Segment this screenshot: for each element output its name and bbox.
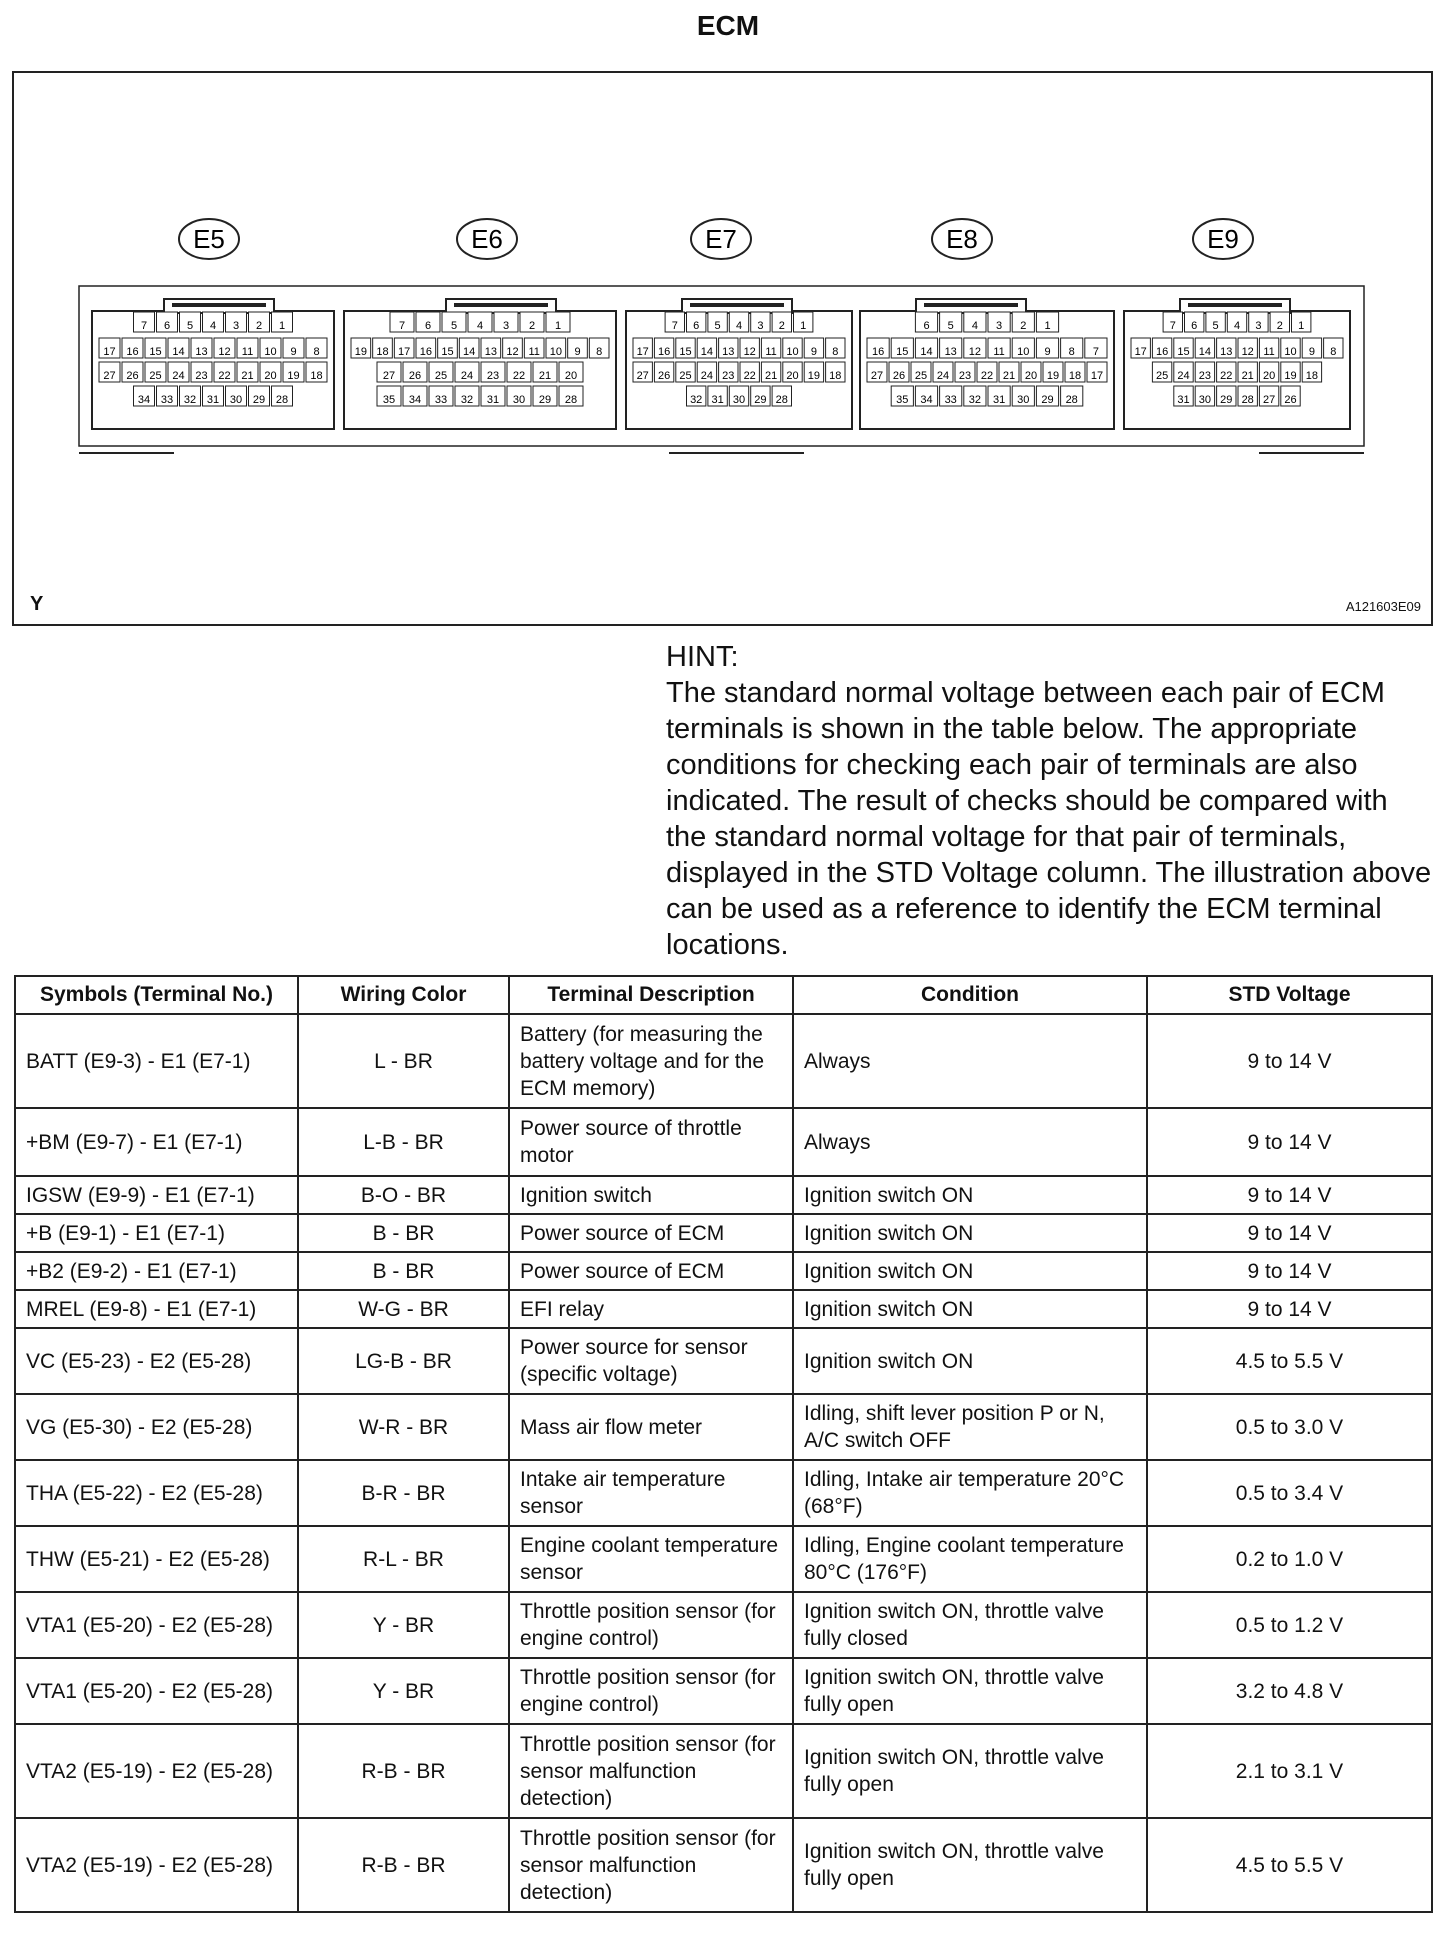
terminal-number: 18	[1305, 370, 1319, 382]
wiring-color-cell: W-R - BR	[298, 1394, 509, 1460]
terminal-symbols-cell: +BM (E9-7) - E1 (E7-1)	[15, 1108, 298, 1176]
column-header: Condition	[793, 976, 1147, 1014]
std-voltage-cell: 9 to 14 V	[1147, 1176, 1432, 1214]
std-voltage-cell: 9 to 14 V	[1147, 1290, 1432, 1328]
terminal-number: 16	[871, 346, 885, 358]
wiring-color-cell: Y - BR	[298, 1592, 509, 1658]
terminal-description-cell: Power source of throttle motor	[509, 1108, 793, 1176]
std-voltage-cell: 0.5 to 3.4 V	[1147, 1460, 1432, 1526]
terminal-description-cell: Power source for sensor (specific voltage)	[509, 1328, 793, 1394]
terminal-number: 23	[722, 370, 735, 382]
terminal-number: 26	[408, 370, 422, 382]
terminal-number: 18	[829, 370, 842, 382]
terminal-symbols-cell: VG (E5-30) - E2 (E5-28)	[15, 1394, 298, 1460]
terminal-number: 26	[1284, 394, 1297, 406]
terminal-number: 19	[354, 346, 367, 358]
terminal-number: 15	[441, 346, 454, 358]
terminal-symbols-cell: THW (E5-21) - E2 (E5-28)	[15, 1526, 298, 1592]
table-row	[15, 1214, 1432, 1252]
terminal-number: 26	[892, 370, 906, 382]
terminal-number: 4	[209, 320, 217, 332]
std-voltage-cell: 4.5 to 5.5 V	[1147, 1818, 1432, 1912]
terminal-number: 12	[743, 346, 756, 358]
terminal-symbols-cell: +B2 (E9-2) - E1 (E7-1)	[15, 1252, 298, 1290]
table-row	[15, 1724, 1432, 1818]
terminal-number: 28	[564, 394, 578, 406]
terminal-number: 19	[1046, 370, 1060, 382]
std-voltage-cell: 9 to 14 V	[1147, 1014, 1432, 1108]
wiring-color-cell: B-O - BR	[298, 1176, 509, 1214]
terminal-number: 3	[232, 320, 240, 332]
terminal-number: 4	[476, 320, 484, 332]
hint-text: The standard normal voltage between each pair of ECM terminals is shown in the table below. The appropriate conditions for checking each pair of terminals are also indicated. The result of checks should be compared with the standard normal voltage for that pair of terminals, displayed in the STD Voltage column. The illustration above can be used as a reference to identify the ECM terminal locations.	[666, 677, 1432, 961]
std-voltage-cell: 2.1 to 3.1 V	[1147, 1724, 1432, 1818]
terminal-number: 2	[1020, 320, 1027, 332]
terminal-number: 3	[996, 320, 1003, 332]
terminal-number: 2	[778, 320, 785, 332]
std-voltage-cell: 9 to 14 V	[1147, 1252, 1432, 1290]
page-title: ECM	[696, 10, 760, 41]
terminal-number: 22	[980, 370, 994, 382]
terminal-number: 10	[264, 346, 277, 358]
condition-cell: Idling, shift lever position P or N, A/C switch OFF	[793, 1394, 1147, 1460]
figure-corner-label: Y	[30, 593, 44, 615]
table-body	[15, 1014, 1432, 1912]
terminal-number: 4	[971, 320, 978, 332]
terminal-symbols-cell: VTA1 (E5-20) - E2 (E5-28)	[15, 1658, 298, 1724]
hint-block	[666, 639, 1432, 963]
terminal-number: 30	[229, 394, 243, 406]
column-header: Terminal Description	[509, 976, 793, 1014]
terminal-number: 1	[800, 320, 807, 332]
std-voltage-cell: 3.2 to 4.8 V	[1147, 1658, 1432, 1724]
terminal-number: 12	[218, 346, 231, 358]
terminal-number: 21	[538, 370, 552, 382]
terminal-number: 22	[218, 370, 231, 382]
terminal-description-cell: Battery (for measuring the battery voltage and for the ECM memory)	[509, 1014, 793, 1108]
terminal-number: 15	[149, 346, 162, 358]
terminal-number: 4	[735, 320, 743, 332]
terminal-number: 11	[241, 346, 254, 358]
terminal-number: 5	[450, 320, 458, 332]
terminal-number: 25	[149, 370, 162, 382]
condition-cell: Ignition switch ON	[793, 1252, 1147, 1290]
terminal-number: 1	[1044, 320, 1051, 332]
terminal-number: 11	[765, 346, 777, 358]
terminal-number: 10	[786, 346, 799, 358]
terminal-number: 31	[992, 394, 1006, 406]
connector-latch-bar	[1188, 303, 1282, 307]
connector-label: E5	[193, 224, 225, 254]
terminal-number: 21	[764, 370, 778, 382]
terminal-number: 20	[786, 370, 799, 382]
ecm-terminal-voltage-table	[14, 975, 1433, 1913]
terminal-number: 13	[195, 346, 208, 358]
terminal-description-cell: Power source of ECM	[509, 1214, 793, 1252]
terminal-number: 22	[1220, 370, 1233, 382]
condition-cell: Ignition switch ON, throttle valve fully open	[793, 1658, 1147, 1724]
terminal-number: 6	[424, 320, 432, 332]
wiring-color-cell: B - BR	[298, 1214, 509, 1252]
condition-cell: Always	[793, 1108, 1147, 1176]
table-row	[15, 1818, 1432, 1912]
terminal-number: 17	[636, 346, 649, 358]
terminal-number: 15	[1177, 346, 1190, 358]
terminal-number: 18	[310, 370, 323, 382]
connector-latch-bar	[924, 303, 1018, 307]
terminal-number: 9	[810, 346, 817, 358]
terminal-number: 32	[183, 394, 197, 406]
terminal-symbols-cell: MREL (E9-8) - E1 (E7-1)	[15, 1290, 298, 1328]
terminal-number: 29	[754, 394, 767, 406]
terminal-number: 33	[944, 394, 957, 406]
wiring-color-cell: R-L - BR	[298, 1526, 509, 1592]
terminal-number: 13	[722, 346, 735, 358]
terminal-number: 11	[528, 346, 540, 358]
terminal-description-cell: Throttle position sensor (for engine control)	[509, 1658, 793, 1724]
table-row	[15, 1526, 1432, 1592]
terminal-number: 6	[693, 320, 700, 332]
terminal-number: 5	[1212, 320, 1219, 332]
terminal-number: 20	[1262, 370, 1276, 382]
terminal-number: 16	[657, 346, 671, 358]
terminal-description-cell: Ignition switch	[509, 1176, 793, 1214]
column-header: Symbols (Terminal No.)	[15, 976, 298, 1014]
terminal-number: 30	[1198, 394, 1212, 406]
terminal-number: 27	[103, 370, 116, 382]
terminal-number: 15	[679, 346, 692, 358]
terminal-number: 3	[757, 320, 764, 332]
terminal-number: 23	[1198, 370, 1212, 382]
terminal-number: 5	[714, 320, 721, 332]
terminal-number: 14	[1198, 346, 1212, 358]
hint-title: HINT:	[666, 641, 739, 673]
terminal-number: 34	[137, 394, 151, 406]
terminal-number: 20	[1024, 370, 1038, 382]
table-row	[15, 1290, 1432, 1328]
terminal-number: 20	[264, 370, 277, 382]
terminal-symbols-cell: BATT (E9-3) - E1 (E7-1)	[15, 1014, 298, 1108]
terminal-number: 17	[1134, 346, 1147, 358]
terminal-number: 27	[870, 370, 884, 382]
terminal-number: 33	[434, 394, 448, 406]
condition-cell: Ignition switch ON, throttle valve fully open	[793, 1818, 1147, 1912]
terminal-number: 26	[657, 370, 671, 382]
terminal-number: 22	[512, 370, 526, 382]
wiring-color-cell: B - BR	[298, 1252, 509, 1290]
terminal-number: 17	[1090, 370, 1104, 382]
condition-cell: Ignition switch ON	[793, 1290, 1147, 1328]
connector-label: E6	[471, 224, 503, 254]
terminal-description-cell: Engine coolant temperature sensor	[509, 1526, 793, 1592]
terminal-number: 23	[195, 370, 208, 382]
table-row	[15, 1592, 1432, 1658]
terminal-number: 22	[743, 370, 756, 382]
terminal-number: 31	[1177, 394, 1190, 406]
terminal-number: 28	[275, 394, 289, 406]
terminal-number: 26	[126, 370, 139, 382]
terminal-number: 8	[1068, 346, 1075, 358]
terminal-number: 11	[1263, 346, 1275, 358]
terminal-symbols-cell: VTA1 (E5-20) - E2 (E5-28)	[15, 1592, 298, 1658]
wiring-color-cell: W-G - BR	[298, 1290, 509, 1328]
wiring-color-cell: Y - BR	[298, 1658, 509, 1724]
terminal-number: 12	[1241, 346, 1254, 358]
terminal-symbols-cell: VTA2 (E5-19) - E2 (E5-28)	[15, 1818, 298, 1912]
terminal-number: 3	[502, 320, 510, 332]
condition-cell: Always	[793, 1014, 1147, 1108]
terminal-number: 17	[103, 346, 116, 358]
terminal-number: 1	[554, 320, 562, 332]
terminal-number: 31	[711, 394, 724, 406]
terminal-number: 34	[920, 394, 933, 406]
terminal-number: 14	[700, 346, 714, 358]
terminal-number: 7	[1092, 346, 1099, 358]
wiring-color-cell: L - BR	[298, 1014, 509, 1108]
terminal-number: 21	[241, 370, 254, 382]
terminal-number: 23	[486, 370, 500, 382]
terminal-symbols-cell: IGSW (E9-9) - E1 (E7-1)	[15, 1176, 298, 1214]
terminal-symbols-cell: VTA2 (E5-19) - E2 (E5-28)	[15, 1724, 298, 1818]
table-row	[15, 1252, 1432, 1290]
terminal-number: 14	[172, 346, 185, 358]
terminal-number: 29	[252, 394, 266, 406]
terminal-number: 6	[923, 320, 930, 332]
connector-latch-bar	[172, 303, 266, 307]
terminal-description-cell: Throttle position sensor (for engine control)	[509, 1592, 793, 1658]
figure-code: A121603E09	[1345, 599, 1421, 614]
terminal-number: 7	[140, 320, 148, 332]
terminal-number: 9	[290, 346, 297, 358]
terminal-description-cell: Intake air temperature sensor	[509, 1460, 793, 1526]
terminal-number: 14	[463, 346, 476, 358]
wiring-color-cell: R-B - BR	[298, 1724, 509, 1818]
terminal-number: 12	[506, 346, 519, 358]
terminal-number: 24	[700, 370, 714, 382]
terminal-number: 24	[172, 370, 185, 382]
terminal-number: 28	[775, 394, 788, 406]
connector-label: E9	[1207, 224, 1239, 254]
terminal-number: 6	[1191, 320, 1198, 332]
condition-cell: Ignition switch ON, throttle valve fully open	[793, 1724, 1147, 1818]
terminal-number: 29	[1041, 394, 1054, 406]
connector-latch-bar	[454, 303, 548, 307]
terminal-description-cell: Mass air flow meter	[509, 1394, 793, 1460]
terminal-number: 4	[1233, 320, 1241, 332]
connector-label: E7	[705, 224, 737, 254]
connector-latch-bar	[690, 303, 784, 307]
terminal-number: 13	[484, 346, 497, 358]
terminal-number: 10	[549, 346, 562, 358]
std-voltage-cell: 4.5 to 5.5 V	[1147, 1328, 1432, 1394]
terminal-number: 21	[1241, 370, 1254, 382]
terminal-number: 30	[512, 394, 526, 406]
terminal-number: 32	[968, 394, 982, 406]
table-row	[15, 1014, 1432, 1108]
terminal-number: 29	[1220, 394, 1233, 406]
terminal-number: 35	[382, 394, 396, 406]
terminal-number: 24	[936, 370, 950, 382]
terminal-number: 30	[732, 394, 746, 406]
table-header-row	[15, 976, 1432, 1014]
wiring-color-cell: B-R - BR	[298, 1460, 509, 1526]
terminal-number: 7	[1169, 320, 1176, 332]
terminal-number: 19	[287, 370, 300, 382]
condition-cell: Idling, Intake air temperature 20°C (68°F)	[793, 1460, 1147, 1526]
terminal-number: 2	[1276, 320, 1283, 332]
terminal-number: 20	[564, 370, 578, 382]
terminal-number: 31	[486, 394, 500, 406]
terminal-number: 25	[914, 370, 928, 382]
terminal-number: 7	[398, 320, 406, 332]
terminal-number: 16	[419, 346, 432, 358]
condition-cell: Ignition switch ON, throttle valve fully closed	[793, 1592, 1147, 1658]
terminal-number: 8	[832, 346, 839, 358]
terminal-description-cell: EFI relay	[509, 1290, 793, 1328]
terminal-number: 35	[896, 394, 909, 406]
terminal-symbols-cell: VC (E5-23) - E2 (E5-28)	[15, 1328, 298, 1394]
terminal-number: 28	[1241, 394, 1254, 406]
std-voltage-cell: 0.5 to 3.0 V	[1147, 1394, 1432, 1460]
terminal-number: 15	[896, 346, 909, 358]
condition-cell: Ignition switch ON	[793, 1176, 1147, 1214]
terminal-number: 28	[1065, 394, 1078, 406]
terminal-number: 24	[1177, 370, 1190, 382]
ecm-connectors-svg	[14, 73, 1431, 624]
condition-cell: Idling, Engine coolant temperature 80°C (176°F)	[793, 1526, 1147, 1592]
terminal-number: 8	[596, 346, 603, 358]
table-row	[15, 1108, 1432, 1176]
terminal-number: 3	[1255, 320, 1262, 332]
terminal-number: 17	[398, 346, 411, 358]
terminal-number: 1	[278, 320, 286, 332]
terminal-number: 27	[636, 370, 649, 382]
terminal-number: 29	[538, 394, 552, 406]
terminal-number: 5	[947, 320, 954, 332]
terminal-number: 30	[1017, 394, 1030, 406]
condition-cell: Ignition switch ON	[793, 1214, 1147, 1252]
terminal-number: 10	[1284, 346, 1297, 358]
terminal-number: 16	[126, 346, 139, 358]
terminal-number: 33	[160, 394, 174, 406]
terminal-number: 11	[993, 346, 1005, 358]
condition-cell: Ignition switch ON	[793, 1328, 1147, 1394]
column-header: Wiring Color	[298, 976, 509, 1014]
terminal-symbols-cell: THA (E5-22) - E2 (E5-28)	[15, 1460, 298, 1526]
column-header: STD Voltage	[1147, 976, 1432, 1014]
terminal-number: 25	[679, 370, 692, 382]
terminal-number: 18	[1068, 370, 1082, 382]
terminal-number: 13	[1220, 346, 1233, 358]
terminal-number: 27	[382, 370, 396, 382]
terminal-number: 18	[376, 346, 389, 358]
terminal-number: 5	[186, 320, 194, 332]
terminal-number: 21	[1002, 370, 1016, 382]
terminal-number: 10	[1017, 346, 1030, 358]
terminal-number: 9	[1044, 346, 1051, 358]
terminal-number: 13	[944, 346, 957, 358]
terminal-number: 32	[460, 394, 474, 406]
connector-label: E8	[946, 224, 978, 254]
terminal-number: 1	[1298, 320, 1305, 332]
terminal-description-cell: Power source of ECM	[509, 1252, 793, 1290]
table-row	[15, 1394, 1432, 1460]
table-row	[15, 1460, 1432, 1526]
wiring-color-cell: L-B - BR	[298, 1108, 509, 1176]
wiring-color-cell: R-B - BR	[298, 1818, 509, 1912]
table-row	[15, 1176, 1432, 1214]
terminal-number: 24	[460, 370, 474, 382]
terminal-number: 12	[968, 346, 982, 358]
terminal-number: 2	[528, 320, 536, 332]
terminal-number: 14	[920, 346, 933, 358]
terminal-number: 19	[1284, 370, 1297, 382]
terminal-symbols-cell: +B (E9-1) - E1 (E7-1)	[15, 1214, 298, 1252]
terminal-number: 23	[958, 370, 972, 382]
terminal-description-cell: Throttle position sensor (for sensor malfunction detection)	[509, 1818, 793, 1912]
terminal-number: 9	[1308, 346, 1315, 358]
terminal-description-cell: Throttle position sensor (for sensor malfunction detection)	[509, 1724, 793, 1818]
terminal-number: 31	[206, 394, 220, 406]
ecm-connector-diagram	[12, 71, 1433, 626]
terminal-number: 32	[690, 394, 703, 406]
wiring-color-cell: LG-B - BR	[298, 1328, 509, 1394]
terminal-number: 6	[163, 320, 171, 332]
terminal-number: 27	[1262, 394, 1276, 406]
terminal-number: 7	[671, 320, 678, 332]
terminal-number: 16	[1155, 346, 1169, 358]
terminal-number: 25	[434, 370, 448, 382]
terminal-number: 9	[574, 346, 581, 358]
terminal-number: 19	[807, 370, 821, 382]
std-voltage-cell: 0.2 to 1.0 V	[1147, 1526, 1432, 1592]
table-row	[15, 1328, 1432, 1394]
std-voltage-cell: 0.5 to 1.2 V	[1147, 1592, 1432, 1658]
std-voltage-cell: 9 to 14 V	[1147, 1108, 1432, 1176]
std-voltage-cell: 9 to 14 V	[1147, 1214, 1432, 1252]
terminal-number: 34	[408, 394, 422, 406]
table-row	[15, 1658, 1432, 1724]
terminal-number: 8	[313, 346, 320, 358]
terminal-number: 2	[255, 320, 263, 332]
terminal-number: 8	[1330, 346, 1337, 358]
terminal-number: 25	[1155, 370, 1169, 382]
